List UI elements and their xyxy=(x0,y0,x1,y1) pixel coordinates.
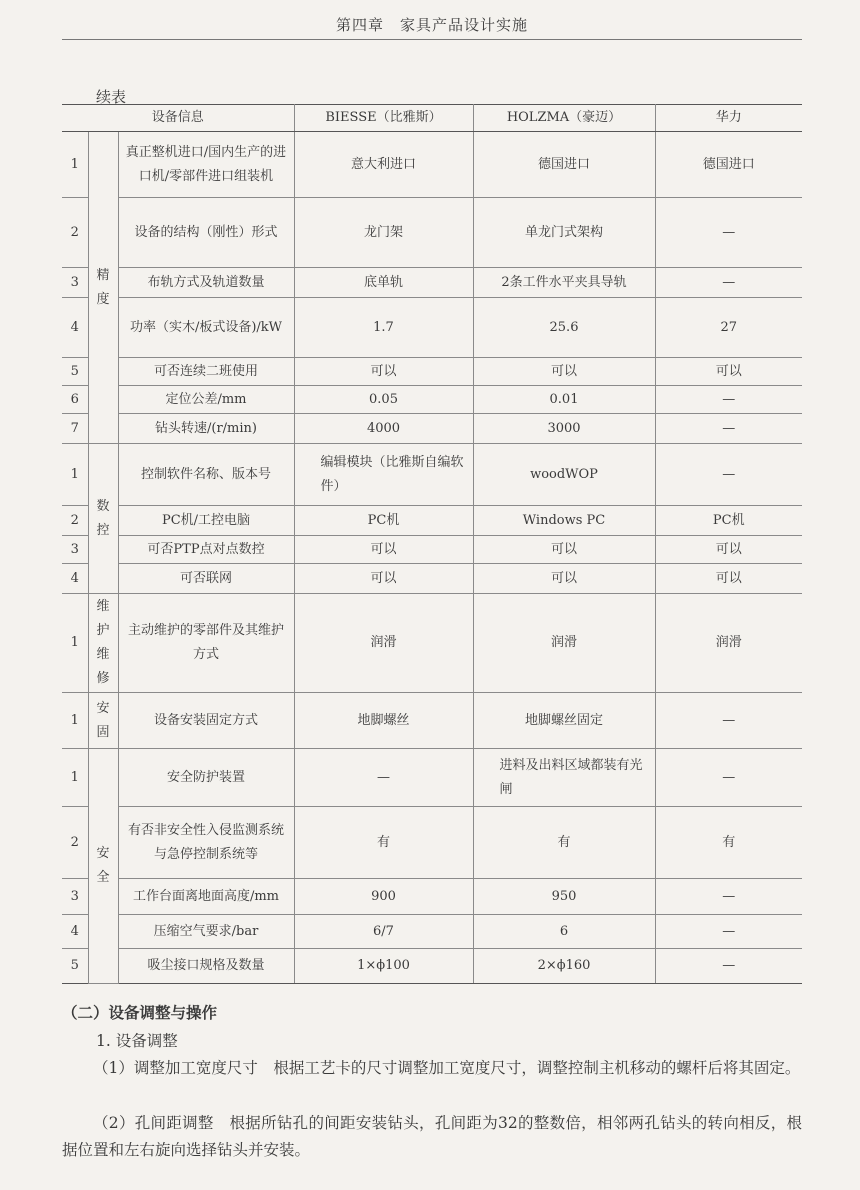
cell-holzma: woodWOP xyxy=(473,444,655,506)
table-row xyxy=(62,693,802,749)
table-row xyxy=(62,807,802,879)
cell-biesse: 6/7 xyxy=(294,915,473,949)
row-item: 可否PTP点对点数控 xyxy=(118,536,294,564)
cell-biesse: 地脚螺丝 xyxy=(294,693,473,749)
cell-holzma: 有 xyxy=(473,807,655,879)
table-row xyxy=(62,268,802,298)
row-number: 3 xyxy=(62,536,88,564)
cell-holzma: 可以 xyxy=(473,358,655,386)
cell-holzma: 可以 xyxy=(473,564,655,594)
table-row xyxy=(62,536,802,564)
cell-holzma: 单龙门式架构 xyxy=(473,198,655,268)
cell-huali: — xyxy=(655,414,802,444)
row-number: 6 xyxy=(62,386,88,414)
header-equipment-info: 设备信息 xyxy=(62,105,294,132)
section-subtitle: 1. 设备调整 xyxy=(96,1032,178,1050)
row-number: 1 xyxy=(62,132,88,198)
table-row xyxy=(62,358,802,386)
cell-biesse: 意大利进口 xyxy=(294,132,473,198)
row-number: 4 xyxy=(62,564,88,594)
equipment-spec-table xyxy=(62,104,802,984)
cell-biesse: 润滑 xyxy=(294,594,473,693)
cell-huali: — xyxy=(655,915,802,949)
cell-holzma: 地脚螺丝固定 xyxy=(473,693,655,749)
row-number: 3 xyxy=(62,879,88,915)
header-biesse: BIESSE（比雅斯） xyxy=(294,105,473,132)
cell-biesse: 有 xyxy=(294,807,473,879)
section-title: （二）设备调整与操作 xyxy=(62,1004,218,1022)
row-item: 功率（实木/板式设备)/kW xyxy=(118,298,294,358)
paragraph-hole-spacing: （2）孔间距调整 根据所钻孔的间距安装钻头，孔间距为32的整数倍，相邻两孔钻头的转向相反，根据位置和左右旋向选择钻头并安装。 xyxy=(62,1114,802,1160)
row-item: 吸尘接口规格及数量 xyxy=(118,949,294,984)
cell-huali: — xyxy=(655,749,802,807)
cell-biesse: 900 xyxy=(294,879,473,915)
row-item: 定位公差/mm xyxy=(118,386,294,414)
table-row xyxy=(62,444,802,506)
cell-biesse: 可以 xyxy=(294,358,473,386)
cell-biesse: 1×ϕ100 xyxy=(294,949,473,984)
table-row xyxy=(62,564,802,594)
cell-biesse: 可以 xyxy=(294,564,473,594)
row-number: 5 xyxy=(62,949,88,984)
cell-huali: 润滑 xyxy=(655,594,802,693)
row-number: 3 xyxy=(62,268,88,298)
row-item: 控制软件名称、版本号 xyxy=(118,444,294,506)
cell-holzma: 0.01 xyxy=(473,386,655,414)
cell-biesse: — xyxy=(294,749,473,807)
table-row xyxy=(62,915,802,949)
paragraph-width-adjust: （1）调整加工宽度尺寸 根据工艺卡的尺寸调整加工宽度尺寸，调整控制主机移动的螺杆后将其固定。 xyxy=(93,1059,801,1077)
table-row xyxy=(62,414,802,444)
cell-holzma: Windows PC xyxy=(473,506,655,536)
cell-huali: 德国进口 xyxy=(655,132,802,198)
cell-huali: 有 xyxy=(655,807,802,879)
row-item: 钻头转速/(r/min) xyxy=(118,414,294,444)
row-item: PC机/工控电脑 xyxy=(118,506,294,536)
table-header-row xyxy=(62,105,802,132)
row-item: 主动维护的零部件及其维护方式 xyxy=(118,594,294,693)
row-item: 安全防护装置 xyxy=(118,749,294,807)
running-header: 第四章 家具产品设计实施 xyxy=(62,14,802,40)
cell-huali: PC机 xyxy=(655,506,802,536)
header-huali: 华力 xyxy=(655,105,802,132)
row-number: 1 xyxy=(62,749,88,807)
cell-biesse: 0.05 xyxy=(294,386,473,414)
row-item: 布轨方式及轨道数量 xyxy=(118,268,294,298)
group-label-maintenance: 维护维修 xyxy=(88,594,118,693)
group-label-precision: 精度 xyxy=(88,132,118,444)
table-row xyxy=(62,879,802,915)
row-item: 真正整机进口/国内生产的进口机/零部件进口组装机 xyxy=(118,132,294,198)
table-caption: 续表 xyxy=(96,88,127,106)
table-row xyxy=(62,594,802,693)
row-number: 1 xyxy=(62,693,88,749)
cell-huali: — xyxy=(655,949,802,984)
cell-holzma: 可以 xyxy=(473,536,655,564)
cell-holzma: 3000 xyxy=(473,414,655,444)
row-number: 4 xyxy=(62,915,88,949)
cell-huali: 可以 xyxy=(655,536,802,564)
cell-biesse: 1.7 xyxy=(294,298,473,358)
row-number: 1 xyxy=(62,444,88,506)
cell-huali: — xyxy=(655,879,802,915)
group-label-nc: 数控 xyxy=(88,444,118,594)
cell-huali: — xyxy=(655,444,802,506)
cell-biesse: PC机 xyxy=(294,506,473,536)
row-number: 5 xyxy=(62,358,88,386)
cell-huali: 27 xyxy=(655,298,802,358)
header-holzma: HOLZMA（豪迈） xyxy=(473,105,655,132)
row-number: 1 xyxy=(62,594,88,693)
cell-holzma: 950 xyxy=(473,879,655,915)
cell-holzma: 进料及出料区域都装有光闸 xyxy=(473,749,655,807)
table-row xyxy=(62,198,802,268)
row-item: 可否联网 xyxy=(118,564,294,594)
cell-huali: 可以 xyxy=(655,358,802,386)
row-number: 2 xyxy=(62,198,88,268)
cell-huali: — xyxy=(655,386,802,414)
cell-holzma: 德国进口 xyxy=(473,132,655,198)
cell-holzma: 25.6 xyxy=(473,298,655,358)
cell-biesse: 可以 xyxy=(294,536,473,564)
cell-holzma: 润滑 xyxy=(473,594,655,693)
row-number: 2 xyxy=(62,807,88,879)
row-item: 设备的结构（刚性）形式 xyxy=(118,198,294,268)
row-item: 有否非安全性入侵监测系统与急停控制系统等 xyxy=(118,807,294,879)
cell-biesse: 4000 xyxy=(294,414,473,444)
row-number: 4 xyxy=(62,298,88,358)
table-row xyxy=(62,749,802,807)
cell-biesse: 龙门架 xyxy=(294,198,473,268)
cell-holzma: 2条工件水平夹具导轨 xyxy=(473,268,655,298)
table-row xyxy=(62,386,802,414)
cell-huali: — xyxy=(655,198,802,268)
table-row xyxy=(62,506,802,536)
cell-huali: — xyxy=(655,693,802,749)
cell-huali: — xyxy=(655,268,802,298)
cell-huali: 可以 xyxy=(655,564,802,594)
table-row xyxy=(62,949,802,984)
row-item: 压缩空气要求/bar xyxy=(118,915,294,949)
cell-biesse: 底单轨 xyxy=(294,268,473,298)
table-row xyxy=(62,298,802,358)
cell-holzma: 2×ϕ160 xyxy=(473,949,655,984)
group-label-install: 安固 xyxy=(88,693,118,749)
row-number: 2 xyxy=(62,506,88,536)
cell-biesse: 编辑模块（比雅斯自编软件） xyxy=(294,444,473,506)
table-row xyxy=(62,132,802,198)
row-item: 可否连续二班使用 xyxy=(118,358,294,386)
row-item: 工作台面离地面高度/mm xyxy=(118,879,294,915)
row-number: 7 xyxy=(62,414,88,444)
row-item: 设备安装固定方式 xyxy=(118,693,294,749)
cell-holzma: 6 xyxy=(473,915,655,949)
group-label-safety: 安全 xyxy=(88,749,118,984)
